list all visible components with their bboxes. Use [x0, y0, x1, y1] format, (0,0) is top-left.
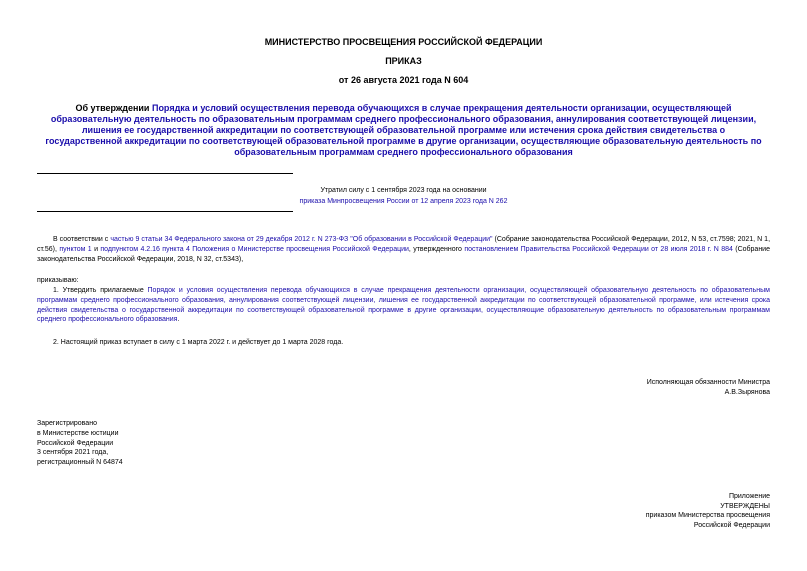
appendix-line3: приказом Министерства просвещения [645, 512, 770, 519]
signature-position: Исполняющая обязанности Министра [646, 379, 770, 386]
ministry-name: МИНИСТЕРСТВО ПРОСВЕЩЕНИЯ РОССИЙСКОЙ ФЕДЕРАЦИИ [264, 37, 543, 47]
signature-block [647, 378, 770, 397]
p2-text-end: . [177, 316, 180, 324]
link-law-273[interactable]: частью 9 статьи 34 Федерального закона от 29 декабря 2012 г. N 273-ФЗ "Об образовании в Российской Федерации" [110, 236, 493, 243]
signature-name: А.В.Зырянова [724, 388, 770, 396]
p1-text-end: (Собрание законодательства Российской Федерации, 2018, N 32, ст.5343), [37, 245, 770, 263]
registration-line2: в Министерстве юстиции [37, 429, 119, 437]
appendix-block [646, 492, 770, 530]
doc-type: ПРИКАЗ [385, 56, 422, 66]
p1-text-start: В соответствии с [53, 236, 111, 243]
item-1-paragraph [37, 286, 770, 325]
p1-text-mid3: , утвержденного [408, 245, 465, 253]
registration-line3: Российской Федерации [37, 439, 114, 447]
title-prefix: Об утверждении [75, 103, 152, 113]
appendix-line1: Приложение [728, 493, 770, 500]
orders-word: приказываю: [37, 277, 79, 284]
appendix-line4: Российской Федерации [693, 521, 770, 529]
link-government-decree[interactable]: постановлением Правительства Российской Федерации от 28 июля 2018 г. N 884 [464, 245, 733, 253]
p2-text-start: 1. Утвердить прилагаемые [53, 287, 148, 294]
registration-line4: 3 сентября 2021 года, [37, 449, 109, 457]
p1-text-mid1: (Собрание законодательства Российской Федерации, 2012, N 53, ст.7598; 2021, N 1, ст.56), [37, 236, 771, 253]
preamble-paragraph [37, 235, 770, 264]
link-procedure[interactable]: Порядок и условия осуществления перевода обучающихся в случае прекращения деятельности организации, осуществляющей образовательную деятельность по образовательным программам среднего профессионального образования, аннулирования соответствующей лицензии, лишения ее государственной аккредитации по соответствующей образовательной программе, или истечения срока действия свидетельства о государственной аккредитации по соответствующей образовательной программе в другие организации, осуществляющие образовательную деятельность по образовательным программам среднего профессионального образования [37, 287, 770, 324]
appendix-line2: УТВЕРЖДЕНЫ [720, 502, 770, 510]
document-title [44, 103, 763, 158]
registration-line5: регистрационный N 64874 [37, 459, 123, 467]
doc-date: от 26 августа 2021 года N 604 [338, 75, 469, 85]
divider-top [37, 173, 293, 174]
status-note-link-line [0, 197, 807, 206]
divider-bottom [37, 211, 293, 212]
registration-block [37, 419, 123, 468]
p1-text-mid2: и [91, 245, 101, 253]
title-link[interactable]: Порядка и условий осуществления перевода обучающихся в случае прекращения деятельности организации, осуществляющей образовательную деятельность по образовательным программам среднего профессионального образования, аннулирования соответствующей лицензии, лишения ее государственной аккредитации по соответствующей образовательной программе или истечения срока действия свидетельства о государственной аккредитации по соответствующей образовательной программе в другие организации, осуществляющие образовательную деятельность по образовательным программам среднего профессионального образования [45, 103, 762, 157]
registration-line1: Зарегистрировано [37, 420, 97, 427]
link-regulation[interactable]: подпунктом 4.2.16 пункта 4 Положения о Министерстве просвещения Российской Федерации [100, 245, 409, 253]
status-note-line1: Утратил силу с 1 сентября 2023 года на основании [320, 187, 487, 194]
status-note-link[interactable]: приказа Минпросвещения России от 12 апреля 2023 года N 262 [299, 198, 508, 205]
link-point-1[interactable]: пунктом 1 [59, 245, 92, 253]
item-2-paragraph: 2. Настоящий приказ вступает в силу с 1 марта 2022 г. и действует до 1 марта 2028 года. [53, 339, 344, 346]
